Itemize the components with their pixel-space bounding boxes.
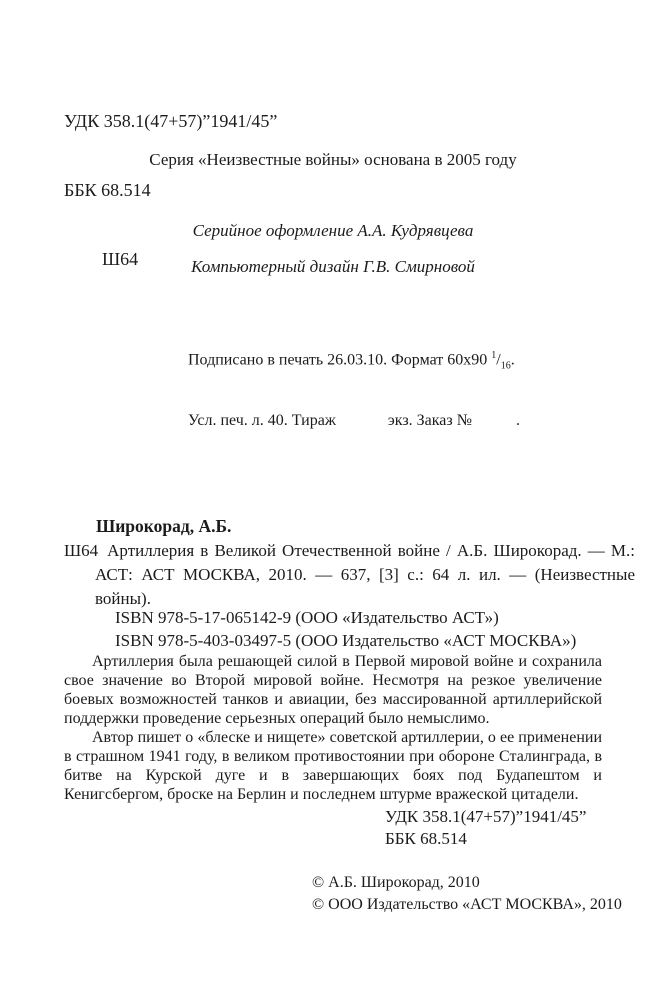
annotation-paragraph-2: Автор пишет о «блеске и нищете» советской артиллерии, о ее применении в страшном 1941 году, в великом противостоянии при обороне Сталинграда, в битве на Курской дуге и в завершающих боях под Будапештом и Кенигсбергом, броске на Берлин и последнем штурме вражеской цитадели. xyxy=(64,729,602,803)
isbn-block xyxy=(115,607,576,652)
print-info-line1-end: . xyxy=(510,351,515,369)
udc-code-bottom: УДК 358.1(47+57)”1941/45” xyxy=(385,807,587,826)
copyright-block xyxy=(312,872,622,916)
catalog-entry xyxy=(64,539,635,611)
format-fraction-slash: / xyxy=(496,351,501,369)
print-date-format: Подписано в печать 26.03.10. Формат 60х90 xyxy=(188,351,492,369)
print-info-line1 xyxy=(188,347,520,376)
bbk-code-bottom: ББК 68.514 xyxy=(385,829,467,848)
catalog-author-heading: Широкорад, А.Б. xyxy=(96,516,232,536)
isbn-line-ast-moskva: ISBN 978-5-403-03497-5 (ООО Издательство «АСТ МОСКВА») xyxy=(115,630,577,650)
catalog-description: Артиллерия в Великой Отечественной войне / А.Б. Широкорад. — М.: АСТ: АСТ МОСКВА, 2010. — 637, [3] с.: 64 л. ил. — (Неизвестные войны). xyxy=(95,541,635,608)
print-production-info xyxy=(188,311,520,466)
format-fraction-denominator: 16 xyxy=(500,360,511,372)
isbn-line-ast: ISBN 978-5-17-065142-9 (ООО «Издательство АСТ») xyxy=(115,608,499,627)
bbk-code-top: ББК 68.514 xyxy=(64,180,151,200)
udc-code-top: УДК 358.1(47+57)”1941/45” xyxy=(64,111,278,131)
bottom-classification-codes xyxy=(385,806,586,850)
shelf-mark-top: Ш64 xyxy=(102,249,139,269)
annotation xyxy=(64,652,602,804)
series-founded-note: Серия «Неизвестные войны» основана в 2005 году xyxy=(149,150,517,169)
format-fraction-numerator: 1 xyxy=(491,350,497,361)
top-classification-codes xyxy=(64,64,277,317)
series-design-credit: Серийное оформление А.А. Кудрявцева xyxy=(192,221,474,240)
catalog-shelf-code: Ш64 xyxy=(64,541,99,560)
copyright-author: © А.Б. Широкорад, 2010 xyxy=(312,874,480,891)
print-info-line2: Усл. печ. л. 40. Тираж экз. Заказ № . xyxy=(188,411,520,429)
computer-design-credit: Компьютерный дизайн Г.В. Смирновой xyxy=(191,257,475,276)
copyright-publisher: © ООО Издательство «АСТ МОСКВА», 2010 xyxy=(312,896,622,913)
annotation-paragraph-1: Артиллерия была решающей силой в Первой мировой войне и сохранила свое значение во Второй мировой войне. Несмотря на резкое увеличение боевых возможностей танков и авиации, без массированной артиллерийской поддержки проведение серьезных операций было немыслимо. xyxy=(64,653,602,727)
